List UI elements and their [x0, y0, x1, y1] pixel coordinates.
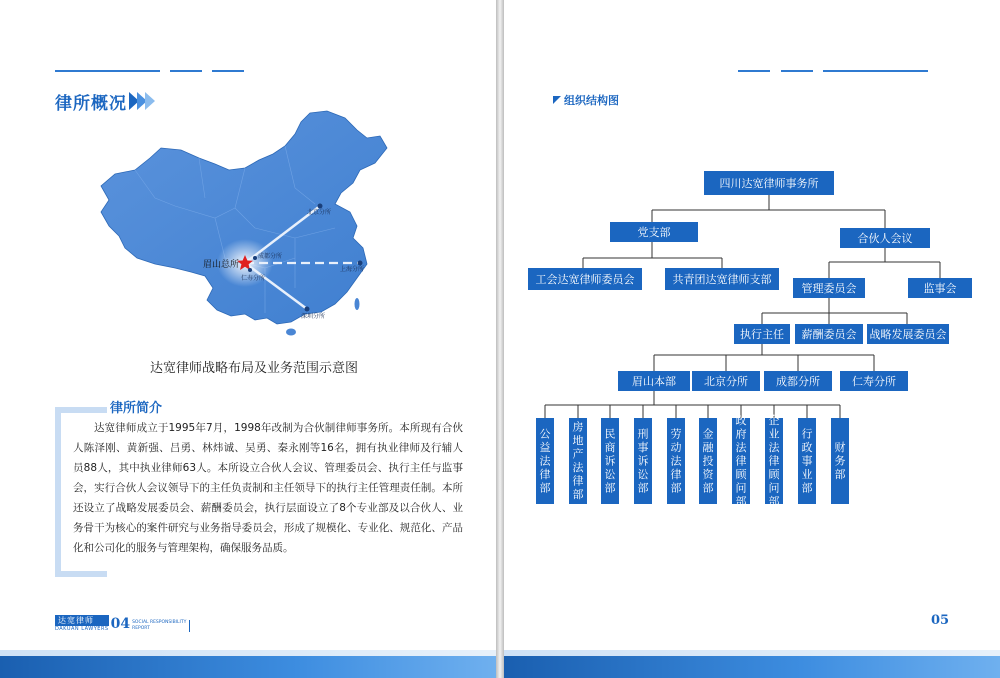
node-supervisory-board [908, 278, 972, 298]
node-office-chengdu [764, 371, 832, 391]
department-label: 劳动法律部 [670, 427, 682, 495]
department-node [765, 413, 783, 508]
page-number-left: 04 [110, 616, 131, 632]
department-node [798, 418, 816, 504]
branch-label-chengdu: 成都分所 [258, 253, 283, 260]
node-youth-league [665, 268, 779, 290]
node-executive-director [734, 324, 790, 344]
intro-title: 律所简介 [110, 401, 163, 416]
node-office-renshou [840, 371, 908, 391]
node-partners-meeting [840, 228, 930, 248]
department-label: 行政事业部 [801, 427, 813, 495]
department-node [601, 418, 619, 504]
node-strategy-committee [867, 324, 949, 344]
node-office-beijing [692, 371, 760, 391]
svg-text:监事会: 监事会 [923, 282, 957, 295]
department-label: 政府法律顾问部 [735, 413, 747, 508]
svg-text:四川达宽律师事务所: 四川达宽律师事务所 [719, 177, 819, 190]
intro-paragraph: 达宽律师成立于1995年7月，1998年改制为合伙制律师事务所。本所现有合伙人陈泽刚、黄新强、吕勇、林炜诚、吴勇、秦永刚等16名，拥有执业律师及行辅人员88人，其中执业律师63人。本所设立合伙人会议、管理委员会、执行主任与监事会，实行合伙人会议领导下的主任负责制和主任领导下的执行主任管理责任制。本所还设立了战略发展委员会、薪酬委员会，执行层面设立了8个专业部及以合伙人、业务骨干为核心的案件研究与业务指导委员会，形成了规模化、专业化、规范化、产品化和公司化的服务与管理架构，确保服务品质。 [73, 422, 463, 554]
department-nodes [536, 413, 849, 508]
node-management-committee [793, 278, 865, 298]
svg-text:工会达宽律师委员会: 工会达宽律师委员会 [535, 273, 635, 286]
department-label: 财务部 [834, 440, 846, 481]
department-label: 企业法律顾问部 [768, 413, 780, 508]
svg-text:眉山本部: 眉山本部 [632, 375, 676, 388]
department-label: 民商诉讼部 [604, 427, 616, 495]
svg-text:执行主任: 执行主任 [740, 328, 784, 341]
hq-label: 眉山总所 [203, 260, 240, 270]
svg-text:薪酬委员会: 薪酬委员会 [801, 328, 857, 341]
org-chart-title-text: 组织结构图 [564, 94, 619, 107]
department-node [699, 418, 717, 504]
brand-name-en: DAKUAN LAWYERS [55, 626, 109, 632]
department-label: 公益法律部 [539, 427, 551, 495]
page-number-right: 05 [931, 613, 950, 628]
report-label: SOCIAL RESPONSIBILITY REPORT [132, 620, 187, 631]
department-node [667, 418, 685, 504]
department-label: 刑事诉讼部 [637, 427, 649, 495]
node-union [528, 268, 642, 290]
node-office-meishan [618, 371, 690, 391]
branch-label-beijing: 北京分所 [307, 209, 332, 216]
svg-text:仁寿分所: 仁寿分所 [852, 375, 896, 388]
department-label: 金融投资部 [702, 427, 714, 495]
svg-text:管理委员会: 管理委员会 [801, 282, 857, 295]
department-node [536, 418, 554, 504]
map-caption: 达宽律师战略布局及业务范围示意图 [150, 361, 359, 376]
section-title-text: 律所概况 [55, 93, 127, 114]
node-party-branch [610, 222, 698, 242]
svg-text:合伙人会议: 合伙人会议 [857, 232, 913, 245]
svg-text:战略发展委员会: 战略发展委员会 [869, 328, 947, 341]
branch-label-shanghai: 上海分所 [340, 266, 365, 273]
node-compensation-committee [795, 324, 863, 344]
branch-label-shenzhen: 深圳分所 [301, 313, 326, 320]
department-node [569, 418, 587, 504]
svg-text:北京分所: 北京分所 [704, 375, 748, 388]
svg-text:共青团达宽律师支部: 共青团达宽律师支部 [672, 273, 772, 286]
branch-label-renshou: 仁寿分所 [241, 275, 266, 282]
brand-name-cn: 达宽律师 [55, 615, 109, 626]
node-root [704, 171, 834, 195]
department-node [831, 418, 849, 504]
svg-text:成都分所: 成都分所 [776, 375, 820, 388]
department-node [634, 418, 652, 504]
department-node [732, 413, 750, 508]
department-label: 房地产法律部 [572, 420, 584, 501]
svg-text:党支部: 党支部 [637, 226, 671, 239]
